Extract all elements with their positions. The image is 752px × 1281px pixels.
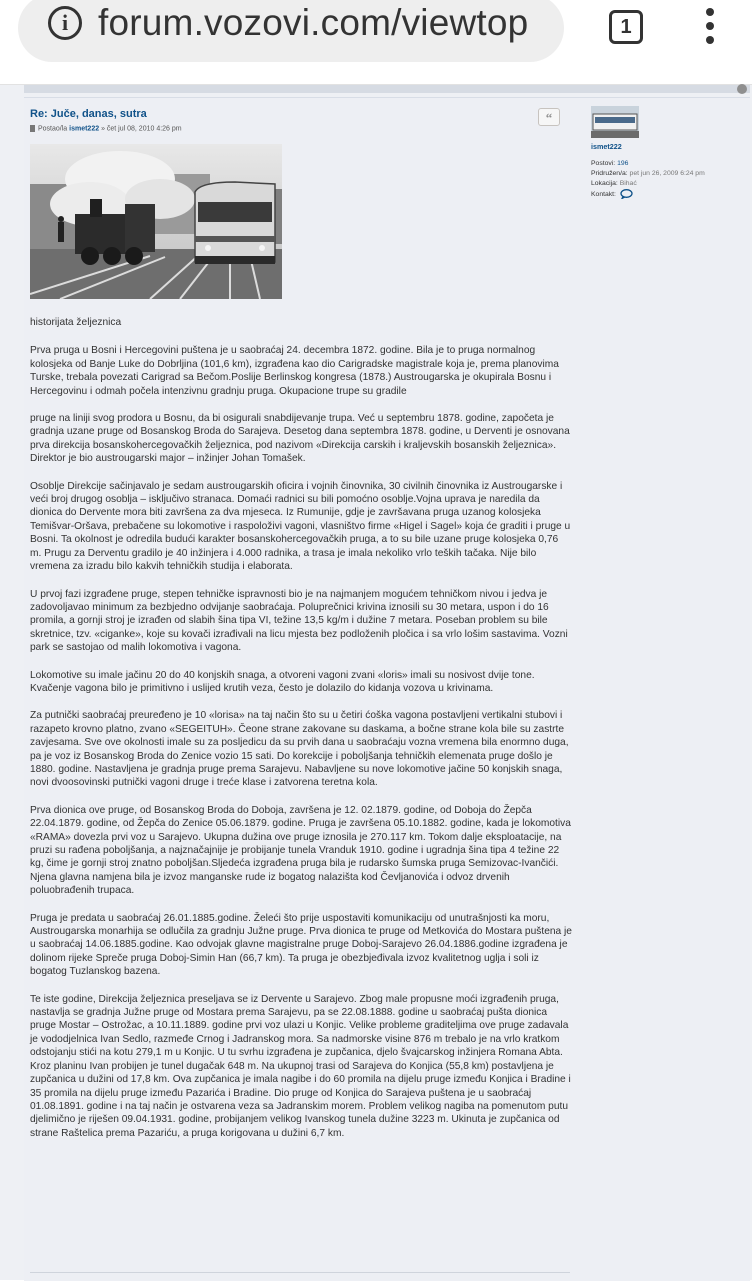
tabs-button[interactable]: 1 — [609, 10, 643, 44]
top-divider — [24, 85, 750, 93]
joined-value: pet jun 26, 2009 6:24 pm — [629, 170, 705, 177]
train-photo — [30, 144, 282, 299]
post-paragraph: Prva pruga u Bosni i Hercegovini puštena je u saobraćaj 24. decembra 1872. godine. Bila je to pruga normalnog kolosjeka od Banje Luke do Dobrljina (101,6 km), izgrađena kao dio Carigradske magistrale koja je, prema planovima Turske, trebala povezati Carigrad sa Bečom.Poslije Berlinskog kongresa (1878.) Austrougarska je okupirala Bosnu i Hercegovinu i odmah počela intenzivnu gradnju pruga. Okupacione trupe su gradile — [30, 345, 559, 397]
profile-location — [591, 179, 741, 188]
post-profile — [591, 106, 741, 199]
post-paragraph: Lokomotive su imale jačinu 20 do 40 konjskih snaga, a otvoreni vagoni zvani «loris» imali su nosivost dvije tone. Kvačenje vagona bilo je primitivno i uslijed krutih veza, često je dolazilo do kidanja vozova u krivinama. — [30, 669, 535, 694]
url-text[interactable]: forum.vozovi.com/viewtop — [98, 2, 529, 43]
profile-contact — [591, 189, 741, 199]
post-paragraph: Pruga je predata u saobraćaj 26.01.1885.godine. Želeći što prije uspostaviti komunikaciju od unutrašnjosti ka moru, Austrougarska monarhija se odlučila za gradnju Južne pruge. Prva dionica te pruge od Metkovića do Mostara puštena je u saobraćaj 14.06.1885.godine. Kao odvojak glavne magistralne pruge Doboj-Sarajevo 26.04.1886.godine izgrađena je dolinom rijeke Spreče pruga Doboj-Simin Han (66,7 km). Ta pruga je obezbjeđivala izvoz kvalitetnog uglja i soli iz bogatog Tuzlanskog bazena. — [30, 912, 572, 978]
post-paragraph: historijata željeznica — [30, 317, 122, 328]
post-content — [30, 316, 572, 1154]
location-label: Lokacija: — [591, 180, 618, 187]
joined-label: Pridružen/a: — [591, 170, 628, 177]
post-divider — [30, 1272, 570, 1273]
post-paragraph: Prva dionica ove pruge, od Bosanskog Broda do Doboja, završena je 12. 02.1879. godine, od Doboja do Žepča 22.04.1879. godine, od Žepča do Zenice 05.06.1879. godine. Pruga je završena 05.10.1882. godine, kada je lokomotiva «RAMA» dovezla prvi voz u Sarajevo. Ukupna dužina ove pruge iznosila je 270.117 km. Tokom dalje eksploatacije, na pruzi su rađena poboljšanja, a najznačajnije je probijanje tunela Vranduk 1910. godine i ugradnja šina tipa 4 težine 22 kg, čime je gornji stroj znatno poboljšan.Sljedeća izgrađena pruga bila je rudarsko šumska pruga Semizovac-Ivančići. Njena glavna namjena bila je izvoz manganske rude iz bogatog nalazišta kod Čevljanovića i odvoz drvenih poluobrađenih trupaca. — [30, 804, 571, 897]
post-author-link[interactable]: ismet222 — [69, 125, 100, 133]
avatar[interactable] — [591, 106, 639, 138]
meta-prefix: Postao/la — [38, 125, 68, 133]
profile-posts — [591, 159, 741, 168]
forum-post — [24, 97, 750, 1281]
post-paragraph: U prvoj fazi izgrađene pruge, stepen tehničke ispravnosti bio je na najmanjem mogućem tehničkom nivou i jedva je zadovoljavao minimum za bezbjedno odvijanje saobraćaja. Poluprečnici krivina iznosili su 30 metara, uspon i do 16 promila, a gornji stroj je izrađen od slabih šina tipa VI, težine 13,5 kg/m i dužine 7 metara. Poseban problem su bile skretnice, tzv. «ciganke», koje su kovači izrađivali na licu mjesta bez podloženih pločica i sa vrlo lošim sastavima. Vozni park se sastojao od malih lokomotiva i vagona. — [30, 588, 568, 654]
post-paragraph: Osoblje Direkcije sačinjavalo je sedam austrougarskih oficira i vojnih činovnika, 30 civilnih činovnika iz Austrougarske i veći broj drugog osoblja – isključivo stranaca. Domaći radnici su bili pomoćno osoblje.Vojna uprava je naredila da dionica do Dervente mora biti završena za dva mjeseca. Iz Rumunije, gdje je završavana pruga uzanog kolosjeka Temišvar-Oršava, prebačene su lokomotive i raspoloživi vagoni, vlasništvo firme «Higel i Sagel» koja će graditi i pruge u Bosni. Ta okolnost je odredila budući karakter bosanskohercegovačkih pruga, a to su bile uzane pruge kolosjeka 0,76 m. Prugu za Derventu gradilo je 40 inžinjera i 4.000 radnika, a trasa je imala nekoliko vrlo teških tačaka. Nije bilo vremena za izradu bilo kakvih tehničkih studija i elaborata. — [30, 480, 571, 573]
post-meta — [30, 125, 182, 132]
post-paragraph: Te iste godine, Direkcija željeznica preseljava se iz Dervente u Sarajevo. Zbog male propusne moći izgrađenih pruga, nastavlja se gradnja Južne pruge od Mostara prema Sarajevu, pa se 22.08.1888. godine u saobraćaj puštа dionica pruge Mostar – Ostrožac, a 10.11.1889. godine prvi voz ulazi u Konjic. Velike probleme graditeljima ove pruge zadavala je vododjelnica Ivan Sedlo, razmeđe Crnog i Jadranskog mora. Sa nadmorske visine 876 m trebalo je na vrlo kratkom odstojanju stići na kotu 279,1 m u Konjic. U tu svrhu izgrađena je zupčanica, djelo švajcarskog inžinjera Romana Abta. Kroz planinu Ivan probijen je tunel dugačak 648 m. Na ukupnoj trasi od Sarajeva do Konjica (55,8 km) postavljena je zupčanica u dužini od 17,8 km. Ova zupčanica je imala nagibe i do 60 promila na dijelu pruge između Konjica i Bradine i 35 promila na dijelu pruge između Pazarića i Bradine. Dio pruge od Konjica do Sarajeva puštena je u saobraćaj 01.08.1891. godine i na taj način je ostvarena veza sa Jadranskim morem. Problem velikog nagiba na pomenutom putu djelimično je riješen 09.04.1931. godine, probijanjem velikog Ivanskog tunela dužine 3223 m. Ukinuta je zupčanica od strane Raštelica prema Pazariću, a pruga korigovana u dužini 6,7 km. — [30, 993, 571, 1139]
scroll-top-icon[interactable] — [737, 84, 747, 94]
profile-username[interactable]: ismet222 — [591, 142, 622, 151]
browser-toolbar — [0, 0, 752, 85]
posts-count-link[interactable]: 196 — [617, 160, 629, 167]
post-icon[interactable] — [30, 125, 35, 132]
contact-label: Kontakt: — [591, 190, 616, 198]
address-bar[interactable] — [18, 0, 564, 62]
info-icon[interactable]: i — [48, 6, 82, 40]
chat-bubble-icon[interactable] — [620, 189, 633, 199]
page-content — [0, 85, 752, 1280]
post-title[interactable]: Re: Juče, danas, sutra — [30, 108, 147, 120]
profile-joined — [591, 169, 741, 178]
location-value: Bihać — [619, 180, 637, 187]
overflow-menu-icon[interactable] — [702, 8, 718, 48]
post-paragraph: pruge na liniji svog prodora u Bosnu, da bi osigurali snabdijevanje trupa. Već u septembru 1878. godine, započeta je gradnja uzane pruge od Bosanskog Broda do Sarajeva. Desetog dana septembra 1878. godine, u Derventi je osnovana prva direkcija bosanskohercegovačkih željeznica, pod nazivom «Direkcija carskih i kraljevskih bosanskih željeznica». Direktor je bio austrougarski major – inžinjer Johan Tomašek. — [30, 413, 570, 465]
post-photo — [30, 144, 282, 299]
quote-button[interactable]: “ — [538, 108, 560, 126]
post-date: » čet jul 08, 2010 4:26 pm — [101, 125, 182, 133]
post-paragraph: Za putnički saobraćaj preuređeno je 10 «lorisa» na taj način što su u četiri ćoška vagona postavljeni vertikalni stubovi i razapeto krovno platno, zvano «SEGEITUH». Čeone strane zakovane su daskama, a bočne strane kola bile su zastrte zavjesama. Sve ove okolnosti imale su za posljedicu da su prvih dana u saobraćaju vozna vremena bila enormno duga, pa je voz iz Bosanskog Broda do Zenice vozio 15 sati. Do korekcije i poboljšanja tehničkih elemenata pruge došlo je 1880. godine. Nastavljena je gradnja pruge prema Sarajevu. Nabavljene su nove lokomotive jačine 50 konjskih snaga, novi dvoosovinski putnički vagoni druge i treće klase i zatvorena teretna kola. — [30, 710, 569, 789]
posts-label: Postovi: — [591, 160, 616, 167]
